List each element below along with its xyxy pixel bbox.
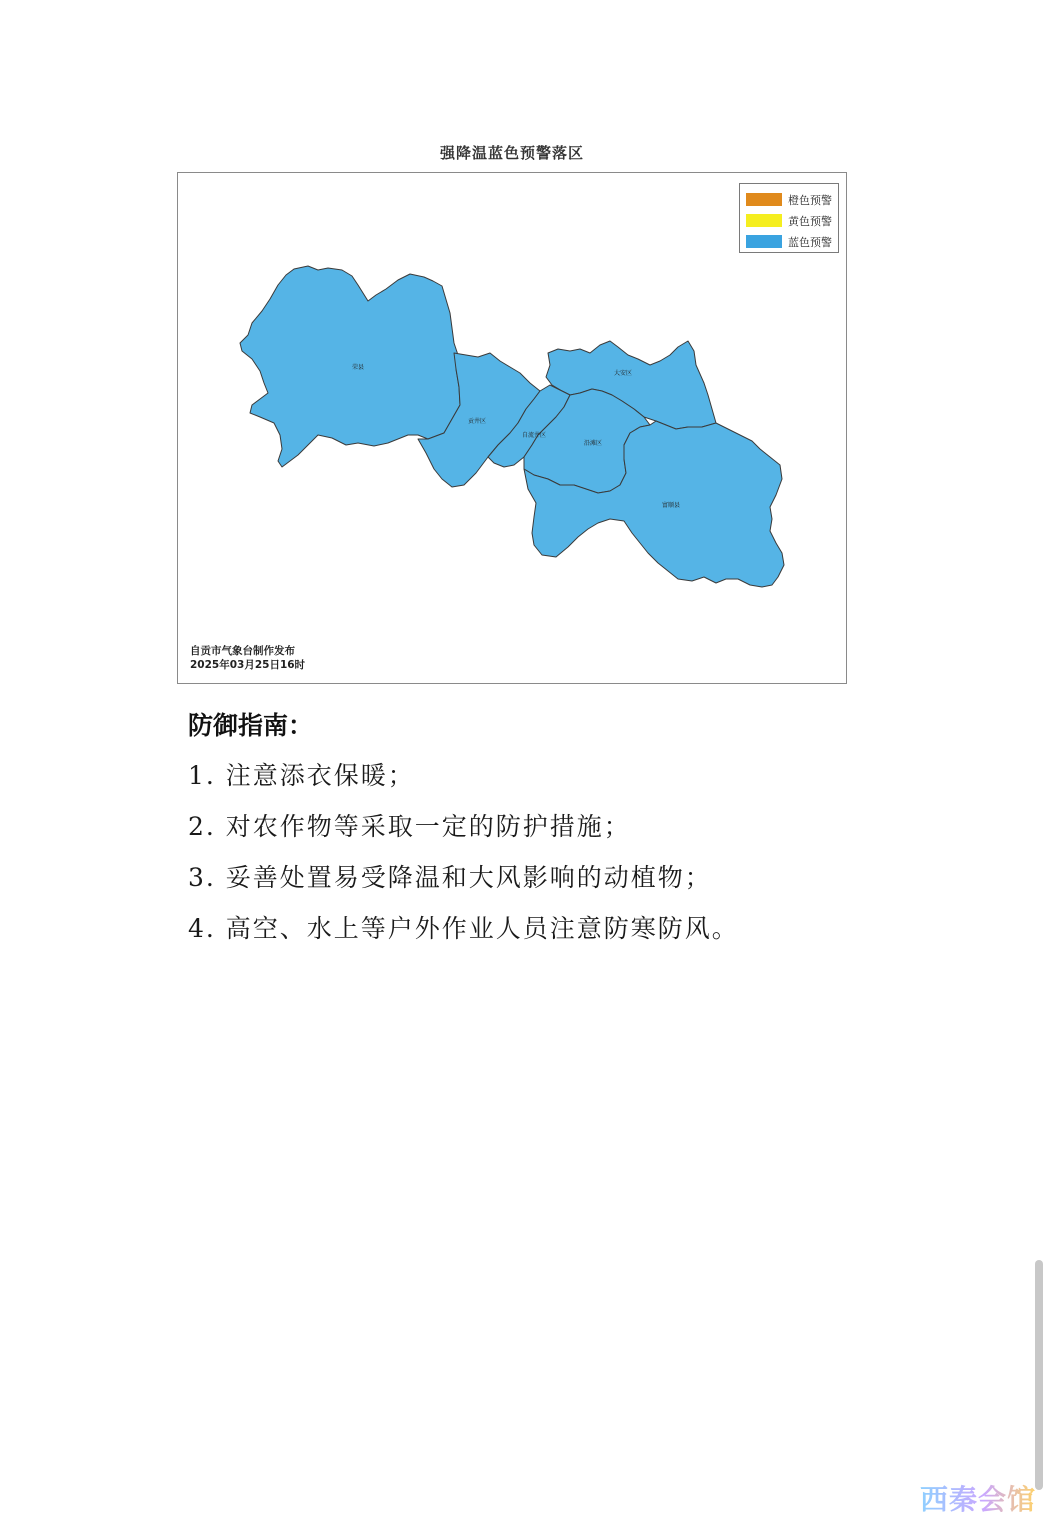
legend-swatch-yellow (746, 214, 782, 227)
map-legend (739, 183, 839, 253)
legend-label: 橙色预警 (788, 193, 832, 207)
warning-map (177, 172, 847, 684)
watermark-logo: 西秦会馆 (920, 1478, 1036, 1518)
region-label-daan: 大安区 (614, 370, 633, 377)
region-rongxian (240, 266, 460, 467)
map-title: 强降温蓝色预警落区 (439, 144, 584, 162)
legend-item-yellow (746, 210, 832, 231)
legend-item-orange (746, 189, 832, 210)
legend-swatch-orange (746, 193, 782, 206)
region-label-gongjing: 贡井区 (468, 418, 487, 425)
region-label-ziliujing: 自流井区 (522, 432, 547, 439)
guide-item: 1. 注意添衣保暖； (188, 761, 415, 790)
legend-label: 蓝色预警 (788, 235, 832, 249)
legend-label: 黄色预警 (788, 214, 832, 228)
guide-heading: 防御指南： (188, 711, 314, 740)
legend-swatch-blue (746, 235, 782, 248)
legend-item-blue (746, 231, 832, 252)
issuer-name: 自贡市气象台制作发布 (190, 645, 295, 657)
scrollbar[interactable] (1035, 1260, 1043, 1490)
guide-item: 3. 妥善处置易受降温和大风影响的动植物； (188, 863, 712, 892)
guide-item: 4. 高空、水上等户外作业人员注意防寒防风。 (188, 914, 739, 943)
region-label-rongxian: 荣县 (352, 364, 365, 371)
guide-item: 2. 对农作物等采取一定的防护措施； (188, 812, 631, 841)
issue-time: 2025年03月25日16时 (190, 659, 306, 671)
defense-guide (188, 706, 888, 954)
issuer-info (190, 644, 305, 672)
region-label-yantan: 沿滩区 (584, 440, 603, 447)
region-label-fushun: 富顺县 (662, 502, 681, 509)
